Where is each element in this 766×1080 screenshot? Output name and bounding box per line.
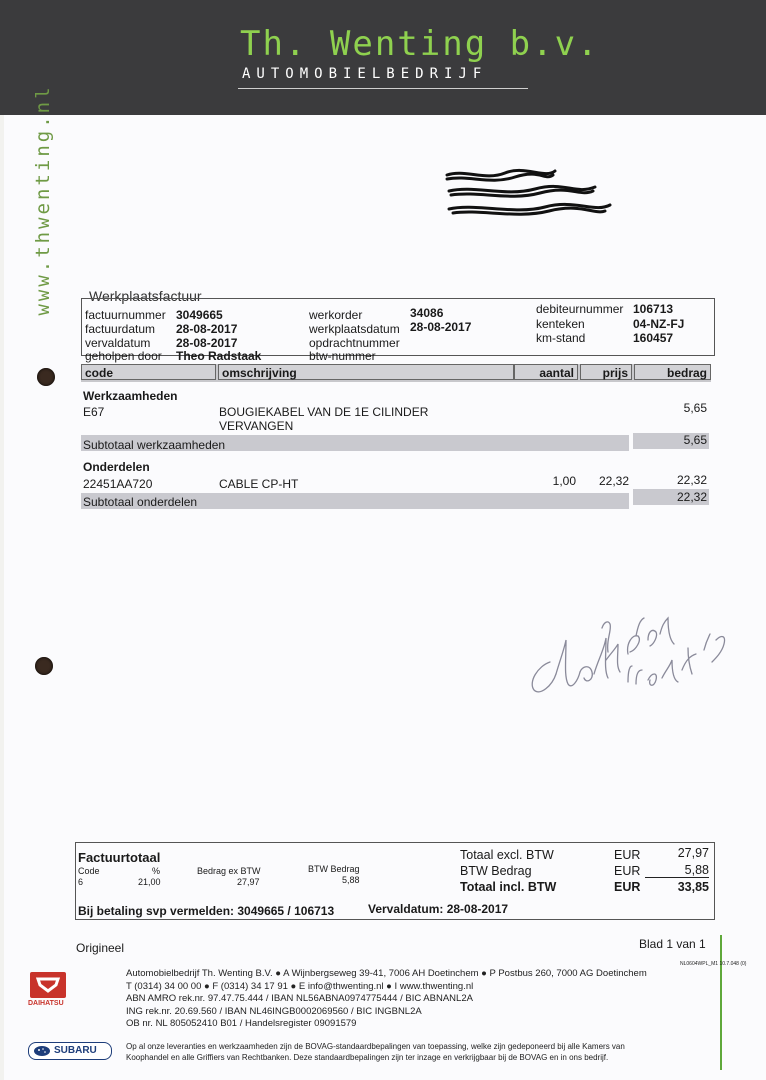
btw-bedrag-value: 5,88: [645, 863, 709, 878]
company-tagline: AUTOMOBIELBEDRIJF: [242, 66, 488, 82]
totals-col-btw: BTW Bedrag: [308, 864, 360, 874]
totals-row-pct: 21,00: [138, 877, 161, 887]
th-prijs: prijs: [580, 364, 632, 380]
totals-col-ex: Bedrag ex BTW: [197, 866, 261, 876]
factuurnummer-value: 3049665: [176, 308, 223, 322]
redacted-address: [445, 165, 615, 220]
onder-row-bedrag: 22,32: [676, 473, 707, 487]
totaal-excl-label: Totaal excl. BTW: [460, 848, 554, 862]
totals-col-pct: %: [152, 866, 161, 876]
onder-subtotal-value: 22,32: [676, 490, 707, 504]
th-omschrijving: omschrijving: [218, 364, 514, 380]
footer-line-2: T (0314) 34 00 00 ● F (0314) 34 17 91 ● E info@thwenting.nl ● I www.thwenting.nl: [126, 981, 474, 992]
factuurdatum-label: factuurdatum: [85, 322, 156, 336]
th-aantal: aantal: [514, 364, 578, 380]
totals-col-code: Code: [78, 866, 100, 876]
tagline-rule: [238, 88, 528, 89]
punch-hole-bottom: [35, 657, 53, 675]
onder-row-desc: CABLE CP-HT: [219, 477, 299, 491]
page-indicator: Blad 1 van 1: [639, 937, 706, 951]
werkorder-value: 34086: [410, 306, 444, 320]
km-stand-value: 160457: [633, 331, 674, 345]
website-vertical: [28, 60, 58, 340]
footer-line-1: Automobielbedrijf Th. Wenting B.V. ● A Wijnbergseweg 39-41, 7006 AH Doetinchem ● P Postbus 260, 7000 AG Doetinchem: [126, 968, 647, 979]
onderdelen-title: Onderdelen: [83, 460, 150, 474]
werkplaatsdatum-value: 28-08-2017: [410, 320, 472, 334]
footer-green-rule: [720, 935, 722, 1070]
table-header: [81, 364, 711, 382]
opdrachtnummer-label: opdrachtnummer: [309, 336, 400, 350]
totaal-incl-value: 33,85: [677, 880, 709, 894]
payment-note: Bij betaling svp vermelden: 3049665 / 106713: [78, 904, 335, 918]
debiteurnummer-value: 106713: [633, 302, 674, 316]
legal-line-1: Op al onze leveranties en werkzaamheden zijn de BOVAG-standaardbepalingen van toepassing, welke zijn gedeponeerd bij alle Kamers van: [126, 1042, 625, 1051]
werk-row-code: E67: [83, 405, 105, 419]
werkplaatsdatum-label: werkplaatsdatum: [309, 322, 400, 336]
totals-row-btw: 5,88: [342, 875, 360, 885]
kenteken-value: 04-NZ-FJ: [633, 317, 685, 331]
th-code: code: [81, 364, 216, 380]
totaal-excl-cur: EUR: [614, 848, 641, 862]
werkorder-label: werkorder: [309, 308, 363, 322]
debiteurnummer-label: debiteurnummer: [536, 302, 624, 316]
werk-subtotal-label: Subtotaal werkzaamheden: [83, 438, 226, 452]
factuurdatum-value: 28-08-2017: [176, 322, 238, 336]
totals-title: Factuurtotaal: [78, 850, 161, 865]
handwritten-signature: [520, 600, 740, 710]
vervaldatum-value: 28-08-2017: [176, 336, 238, 350]
totaal-incl-cur: EUR: [614, 880, 641, 894]
onder-row-prijs: 22,32: [598, 474, 629, 488]
onder-row-aantal: 1,00: [552, 474, 576, 488]
daihatsu-logo-icon: [30, 972, 66, 998]
geholpen-door-value: Theo Radstaak: [176, 349, 262, 363]
onder-row-code: 22451AA720: [83, 477, 153, 491]
totals-row-ex: 27,97: [237, 877, 260, 887]
werk-row-desc-1: BOUGIEKABEL VAN DE 1E CILINDER: [219, 405, 429, 419]
kenteken-label: kenteken: [536, 317, 585, 331]
website-vertical-text: www.thwenting.nl: [32, 84, 54, 316]
werk-subtotal-value: 5,65: [683, 433, 707, 447]
btw-bedrag-label: BTW Bedrag: [460, 864, 532, 878]
subaru-logo-text: SUBARU: [54, 1045, 97, 1056]
totaal-incl-label: Totaal incl. BTW: [460, 880, 557, 894]
btw-bedrag-cur: EUR: [614, 864, 641, 878]
payment-due: Vervaldatum: 28-08-2017: [368, 902, 509, 916]
doc-reference: NL0604WPL_M1 10.7.048 (0): [680, 961, 747, 967]
onder-subtotal-label: Subtotaal onderdelen: [83, 495, 198, 509]
werkzaamheden-title: Werkzaamheden: [83, 389, 178, 403]
btw-nummer-label: btw-nummer: [309, 349, 376, 363]
punch-hole-top: [37, 368, 55, 386]
totals-row-code: 6: [78, 877, 84, 887]
th-bedrag: bedrag: [634, 364, 711, 380]
legal-line-2: Koophandel en alle Griffiers van Rechtbanken. Deze standaardbepalingen zijn ter inzage en verkrijgbaar bij de BOVAG en in ons bedrijf.: [126, 1053, 609, 1062]
company-name: Th. Wenting b.v.: [240, 24, 600, 64]
factuurnummer-label: factuurnummer: [85, 308, 166, 322]
totaal-excl-value: 27,97: [677, 846, 709, 860]
subaru-logo-icon: [28, 1042, 112, 1060]
werk-row-desc-2: VERVANGEN: [219, 419, 294, 433]
daihatsu-logo-text: DAIHATSU: [28, 1000, 64, 1007]
vervaldatum-label: vervaldatum: [85, 336, 151, 350]
geholpen-door-label: geholpen door: [85, 349, 162, 363]
werk-row-bedrag: 5,65: [683, 401, 707, 415]
footer-line-5: OB nr. NL 805052410 B01 / Handelsregister 09091579: [126, 1018, 357, 1029]
origineel-label: Origineel: [76, 941, 125, 955]
document-title: Werkplaatsfactuur: [89, 288, 202, 304]
km-stand-label: km-stand: [536, 331, 586, 345]
footer-line-4: ING rek.nr. 20.69.560 / IBAN NL46INGB0002069560 / BIC INGBNL2A: [126, 1006, 422, 1017]
footer-line-3: ABN AMRO rek.nr. 97.47.75.444 / IBAN NL56ABNA0974775444 / BIC ABNANL2A: [126, 993, 473, 1004]
